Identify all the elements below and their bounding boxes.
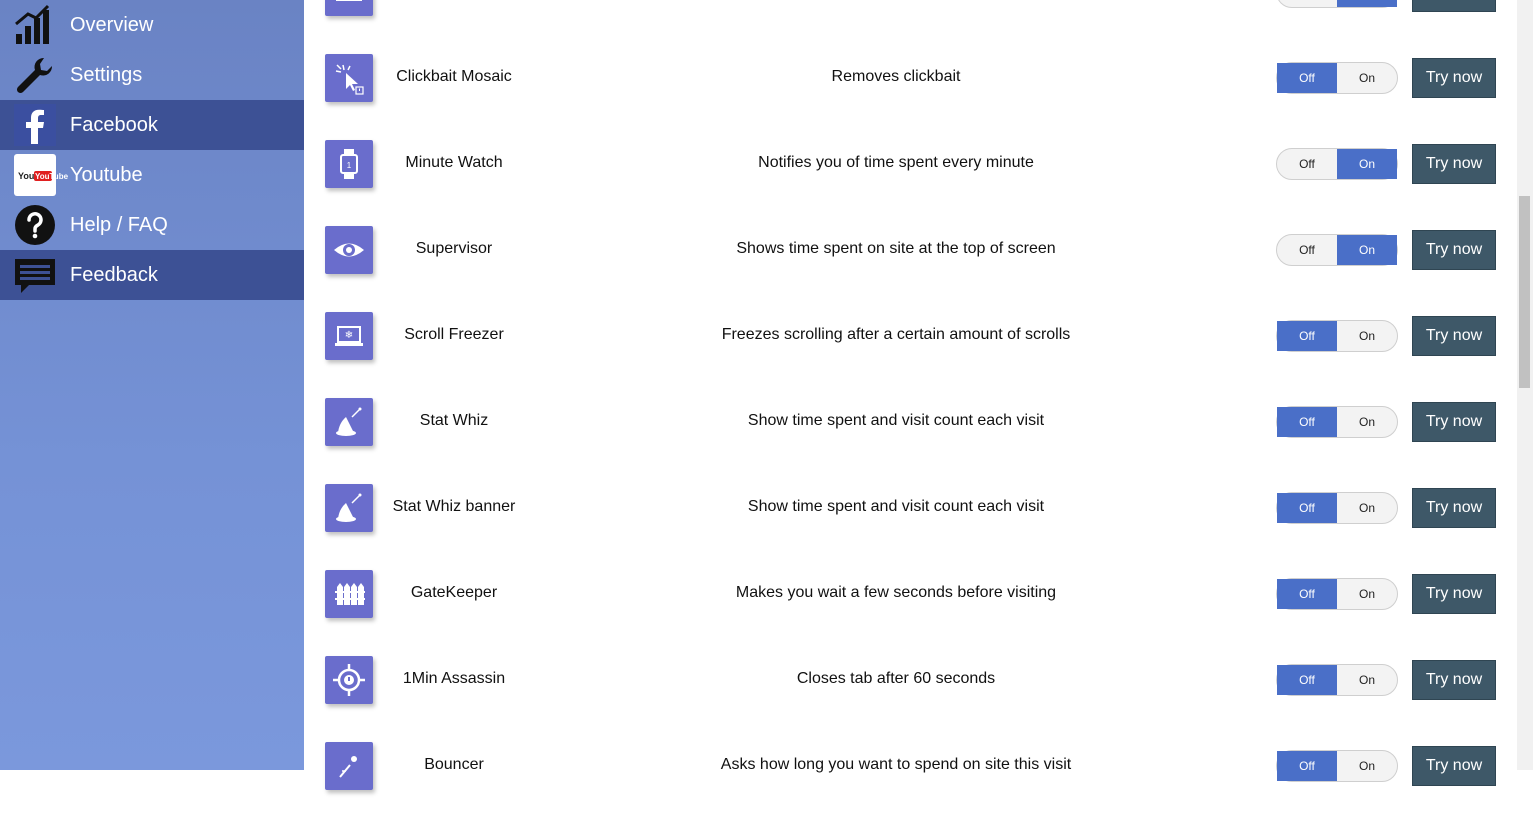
try-now-button[interactable]: Try now — [1412, 58, 1496, 98]
question-icon — [14, 204, 56, 246]
feature-description: Closes tab after 60 seconds — [796, 670, 996, 687]
feature-toggle[interactable] — [1276, 320, 1398, 352]
svg-text:1: 1 — [346, 161, 352, 170]
feature-description: Show time spent and visit count each visit — [747, 498, 1045, 515]
sidebar-item-feedback[interactable] — [0, 250, 304, 300]
toggle-on[interactable]: On — [1358, 501, 1375, 515]
sidebar-item-help[interactable] — [0, 200, 304, 250]
feature-toggle[interactable] — [1276, 148, 1398, 180]
try-now-button[interactable]: Try now — [1412, 402, 1496, 442]
list-item — [304, 54, 1517, 140]
scrollbar-thumb[interactable] — [1519, 196, 1530, 388]
eye-icon — [325, 226, 373, 274]
features-list — [304, 0, 1517, 774]
feature-toggle[interactable] — [1276, 406, 1398, 438]
sidebar-item-label: Facebook — [70, 113, 158, 136]
speech-bubble-icon — [14, 254, 56, 296]
toggle-off[interactable]: Off — [1277, 665, 1337, 695]
feature-toggle[interactable] — [1276, 492, 1398, 524]
feature-name: Stat Whiz — [419, 412, 489, 429]
feature-toggle[interactable] — [1276, 0, 1398, 8]
scrollbar[interactable] — [1517, 0, 1533, 770]
list-item — [304, 484, 1517, 570]
toggle-on[interactable] — [1337, 0, 1397, 7]
sidebar-item-label: Feedback — [70, 263, 158, 286]
snowflake-laptop-icon — [325, 312, 373, 360]
feature-toggle[interactable] — [1276, 578, 1398, 610]
sidebar — [0, 0, 304, 770]
feature-toggle[interactable] — [1276, 664, 1398, 696]
try-now-button[interactable]: Try now — [1412, 660, 1496, 700]
cursor-click-icon — [325, 54, 373, 102]
toggle-off[interactable]: Off — [1277, 751, 1337, 781]
toggle-on[interactable]: On — [1358, 329, 1375, 343]
fence-icon — [325, 570, 373, 618]
youtube-icon — [14, 154, 69, 196]
svg-text:❄: ❄ — [344, 330, 354, 341]
toggle-off[interactable]: Off — [1299, 243, 1315, 257]
toggle-on[interactable]: On — [1337, 235, 1397, 265]
wizard-hat-icon — [325, 484, 373, 532]
toggle-on[interactable]: On — [1358, 587, 1375, 601]
feature-name: Minute Watch — [405, 154, 503, 171]
list-item — [304, 312, 1517, 398]
toggle-on[interactable]: On — [1358, 759, 1375, 773]
youtube-logo-text: YouTube — [35, 172, 69, 181]
try-now-button[interactable]: Try now — [1412, 230, 1496, 270]
list-item — [304, 0, 1517, 54]
list-item — [304, 398, 1517, 484]
try-now-button[interactable]: Try now — [1412, 488, 1496, 528]
feature-name: GateKeeper — [410, 584, 498, 601]
feature-description: Makes you wait a few seconds before visiting — [735, 584, 1057, 601]
feature-description: Asks how long you want to spend on site this visit — [720, 756, 1072, 773]
sidebar-item-overview[interactable] — [0, 0, 304, 50]
sidebar-item-settings[interactable] — [0, 50, 304, 100]
feature-name: Bouncer — [424, 756, 484, 773]
try-now-button[interactable]: Try now — [1412, 746, 1496, 786]
toggle-off[interactable]: Off — [1299, 157, 1315, 171]
try-now-button[interactable]: Try now — [1412, 316, 1496, 356]
svg-text:You: You — [18, 171, 35, 181]
feature-name: Stat Whiz banner — [392, 498, 516, 515]
crosshair-icon — [325, 656, 373, 704]
toggle-on[interactable]: On — [1337, 149, 1397, 179]
toggle-off[interactable]: Off — [1277, 579, 1337, 609]
list-item — [304, 742, 1517, 828]
laptop-icon — [325, 0, 373, 16]
try-now-button[interactable] — [1412, 0, 1496, 12]
feature-description: Freezes scrolling after a certain amount of scrolls — [721, 326, 1071, 343]
wrench-icon — [14, 54, 56, 96]
feature-toggle[interactable] — [1276, 234, 1398, 266]
sidebar-item-youtube[interactable] — [0, 150, 304, 200]
list-item — [304, 656, 1517, 742]
list-item — [304, 570, 1517, 656]
try-now-button[interactable]: Try now — [1412, 144, 1496, 184]
toggle-off[interactable]: Off — [1277, 493, 1337, 523]
feature-name: Supervisor — [415, 240, 493, 257]
toggle-on[interactable]: On — [1358, 71, 1375, 85]
feature-description: Removes clickbait — [831, 68, 961, 85]
bar-chart-icon — [14, 4, 56, 46]
feature-description: Show time spent and visit count each visit — [747, 412, 1045, 429]
feature-name: Clickbait Mosaic — [396, 68, 512, 85]
sidebar-item-label: Overview — [70, 13, 154, 36]
bouncer-icon — [325, 742, 373, 790]
toggle-on[interactable]: On — [1358, 415, 1375, 429]
feature-name: Scroll Freezer — [404, 326, 504, 343]
toggle-off[interactable]: Off — [1277, 321, 1337, 351]
list-item — [304, 226, 1517, 312]
sidebar-item-facebook[interactable] — [0, 100, 304, 150]
wizard-hat-icon — [325, 398, 373, 446]
facebook-icon — [14, 104, 56, 146]
sidebar-item-label: Settings — [70, 63, 143, 86]
toggle-off[interactable] — [1277, 0, 1337, 7]
feature-name: 1Min Assassin — [402, 670, 506, 687]
feature-description: Notifies you of time spent every minute — [758, 154, 1034, 171]
sidebar-item-label: Youtube — [70, 163, 143, 186]
feature-description: Shows time spent on site at the top of screen — [736, 240, 1056, 257]
toggle-on[interactable]: On — [1358, 673, 1375, 687]
feature-toggle[interactable] — [1276, 750, 1398, 782]
watch-icon — [325, 140, 373, 188]
list-item — [304, 140, 1517, 226]
toggle-off[interactable]: Off — [1277, 63, 1337, 93]
feature-toggle[interactable] — [1276, 62, 1398, 94]
try-now-button[interactable]: Try now — [1412, 574, 1496, 614]
toggle-off[interactable]: Off — [1277, 407, 1337, 437]
sidebar-item-label: Help / FAQ — [70, 213, 168, 236]
